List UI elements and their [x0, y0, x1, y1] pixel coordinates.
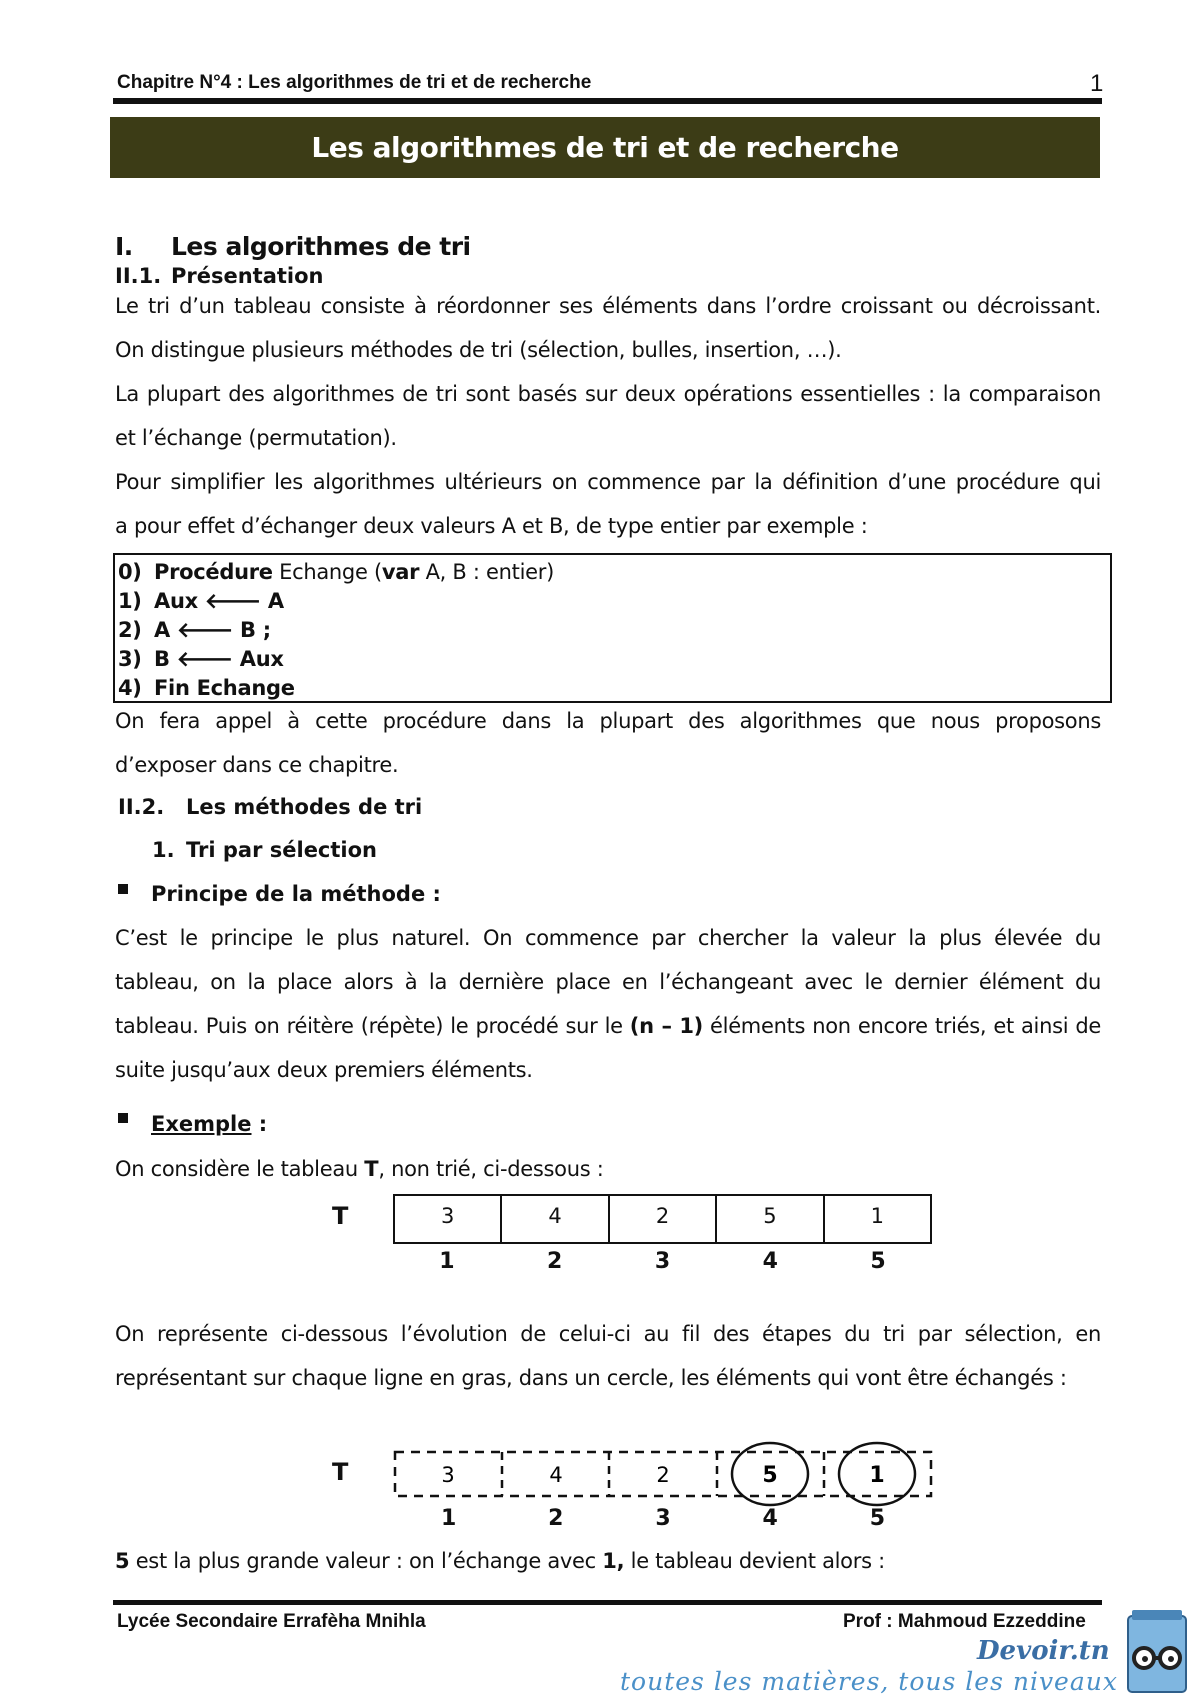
- statement: B 🡐 Aux: [154, 647, 284, 671]
- array-index: 3: [654, 1249, 671, 1274]
- paragraph-line: La plupart des algorithmes de tri sont basés sur deux opérations essentielles : la comparaison: [115, 382, 1101, 406]
- array-index: 2: [548, 1506, 564, 1531]
- paragraph-line: d’exposer dans ce chapitre.: [115, 753, 399, 777]
- array-index: 5: [869, 1506, 886, 1531]
- paragraph-line: On distingue plusieurs méthodes de tri (sélection, bulles, insertion, …).: [115, 338, 842, 362]
- array-label: T: [332, 1458, 349, 1486]
- subsection-number: II.2.: [118, 795, 165, 819]
- text-run: est la plus grande valeur : on l’échange avec: [129, 1549, 603, 1573]
- array-cell: 1: [870, 1204, 885, 1228]
- procedure-name: Echange (: [272, 560, 382, 584]
- principle-heading: Principe de la méthode :: [151, 882, 441, 906]
- array-cell: 3: [395, 1196, 502, 1242]
- method-heading: [152, 838, 377, 862]
- text-run: , non trié, ci-dessous :: [378, 1157, 604, 1181]
- algorithm-line: [118, 618, 271, 643]
- paragraph-line: représentant sur chaque ligne en gras, dans un cercle, les éléments qui vont être échangés :: [115, 1366, 1067, 1390]
- array-index: 1: [440, 1506, 457, 1531]
- text-run-bold: T: [364, 1157, 379, 1181]
- array-index: 1: [439, 1249, 455, 1274]
- paragraph-line: On fera appel à cette procédure dans la plupart des algorithmes que nous proposons: [115, 709, 1101, 733]
- statement: A 🡐 B ;: [154, 618, 271, 642]
- paragraph-line: suite jusqu’aux deux premiers éléments.: [115, 1058, 533, 1082]
- document-title: Les algorithmes de tri et de recherche: [311, 131, 899, 164]
- header-rule: [113, 98, 1102, 104]
- array-index: 4: [762, 1506, 778, 1531]
- watermark-slogan: toutes les matières, tous les niveaux: [620, 1667, 1118, 1696]
- keyword: var: [381, 560, 420, 584]
- array-index-row: [393, 1249, 932, 1274]
- paragraph-line: a pour effet d’échanger deux valeurs A et B, de type entier par exemple :: [115, 514, 868, 538]
- parameters: A, B : entier): [419, 560, 554, 584]
- subsection-number: II.1.: [115, 264, 162, 288]
- line-number: 4): [118, 676, 142, 700]
- array-index: 3: [655, 1506, 671, 1531]
- step-cell-value: 4: [549, 1463, 563, 1487]
- statement: Fin Echange: [154, 676, 295, 700]
- subsection-heading: [118, 795, 422, 819]
- bullet-icon: [118, 884, 128, 894]
- array-table: [393, 1194, 932, 1244]
- line-number: 2): [118, 618, 142, 642]
- example-heading-colon: :: [251, 1112, 268, 1136]
- footer-prof: Prof : Mahmoud Ezzeddine: [843, 1611, 1086, 1632]
- bullet-icon: [118, 1113, 128, 1123]
- method-number: 1.: [152, 838, 175, 862]
- watermark-site[interactable]: Devoir.tn: [977, 1636, 1110, 1666]
- paragraph-line: Pour simplifier les algorithmes ultérieurs on commence par la définition d’une procédure qui: [115, 470, 1101, 494]
- chapter-header: Chapitre N°4 : Les algorithmes de tri et de recherche: [117, 72, 592, 93]
- footer-school: Lycée Secondaire Errafèha Mnihla: [117, 1611, 426, 1632]
- array-index: 5: [870, 1249, 886, 1274]
- text-run: le tableau devient alors :: [624, 1549, 885, 1573]
- section-heading: [115, 232, 471, 261]
- statement: Aux 🡐 A: [154, 589, 284, 613]
- step-cell-value: 3: [441, 1463, 455, 1487]
- text-run: tableau. Puis on réitère (répète) le procédé sur le: [115, 1014, 630, 1038]
- text-run: éléments non encore triés, et ainsi de: [702, 1014, 1101, 1038]
- text-run-bold: 5: [115, 1549, 130, 1573]
- array-cell: 5: [717, 1196, 824, 1242]
- algorithm-line: [118, 676, 295, 700]
- paragraph-line: [115, 1549, 885, 1573]
- text-run: On considère le tableau: [115, 1157, 365, 1181]
- algorithm-box: [113, 553, 1112, 703]
- subsection-title: Présentation: [171, 264, 324, 288]
- document-title-banner: [110, 117, 1100, 178]
- text-run-bold: 1,: [602, 1549, 625, 1573]
- mascot-logo-icon: [1118, 1608, 1196, 1698]
- keyword: Procédure: [154, 560, 273, 584]
- array-index: 4: [762, 1249, 778, 1274]
- step-cell-value-swapped: 5: [762, 1463, 778, 1488]
- line-number: 3): [118, 647, 142, 671]
- array-index: 2: [547, 1249, 563, 1274]
- paragraph-line: Le tri d’un tableau consiste à réordonner ses éléments dans l’ordre croissant ou décroissant.: [115, 294, 1101, 318]
- array-cell: 4: [502, 1196, 609, 1242]
- paragraph-line: [115, 1157, 604, 1181]
- line-number: 0): [118, 560, 142, 584]
- subsection-title: Les méthodes de tri: [186, 795, 423, 819]
- paragraph-line: tableau, on la place alors à la dernière place en l’échangeant avec le dernier élément du: [115, 970, 1101, 994]
- step-index-row: [395, 1506, 931, 1531]
- array-label: T: [332, 1202, 349, 1230]
- paragraph-line: [115, 1014, 1101, 1038]
- paragraph-line: C’est le principe le plus naturel. On commence par chercher la valeur la plus élevée du: [115, 926, 1101, 950]
- step-array-diagram: [380, 1440, 950, 1510]
- line-number: 1): [118, 589, 142, 613]
- step-cell-value-swapped: 1: [869, 1463, 885, 1488]
- algorithm-line: [118, 589, 284, 614]
- example-heading-text: Exemple: [151, 1112, 252, 1136]
- footer-rule: [113, 1600, 1102, 1605]
- section-title: Les algorithmes de tri: [171, 232, 471, 261]
- paragraph-line: On représente ci-dessous l’évolution de celui-ci au fil des étapes du tri par sélection, en: [115, 1322, 1101, 1346]
- algorithm-line: [118, 560, 554, 584]
- method-title: Tri par sélection: [186, 838, 377, 862]
- subsection-heading: [115, 264, 324, 288]
- algorithm-line: [118, 647, 284, 672]
- array-cell: 2: [610, 1196, 717, 1242]
- text-run-bold: (n – 1): [629, 1014, 703, 1038]
- example-heading: [151, 1112, 267, 1136]
- paragraph-line: et l’échange (permutation).: [115, 426, 397, 450]
- page-number: 1: [1090, 70, 1104, 97]
- section-number: I.: [115, 232, 133, 261]
- step-cell-value: 2: [656, 1463, 670, 1487]
